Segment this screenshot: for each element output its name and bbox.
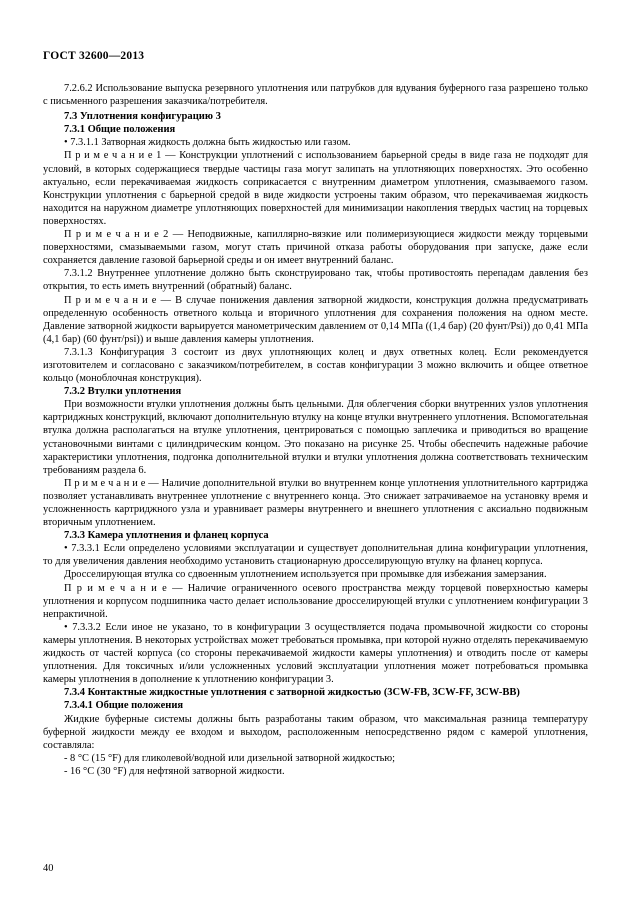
paragraph: - 16 °С (30 °F) для нефтяной затворной жидкости. <box>64 765 285 777</box>
paragraph: При возможности втулки уплотнения должны быть цельными. Для облегчения сборки внутренних узлов уплотнения картриджных конструкций, включают дополнительную втулку на конце втулки внутреннего уплотнения. Вспомогательная втулка должна располагаться на втулке уплотнения, центрироваться с помощью заплечика и приводиться во вращение установочными винтами с цилиндрическим концом. Это показано на рисунке 25. Чтобы обеспечить надежные рабочие характеристики уплотнения, подгонка дополнительной втулки и втулки уплотнения должна соответствовать техническим требованиям раздела 6. <box>43 399 588 476</box>
page-header: ГОСТ 32600—2013 <box>43 50 145 62</box>
paragraph: • 7.3.3.2 Если иное не указано, то в конфигурации 3 осуществляется подача промывочной жидкости со стороны камеры уплотнения. В некоторых устройствах может требоваться промывка, при которой нужно отделять перекачиваемую жидкость от частей корпуса (со стороны перекачиваемой жидкости камеры уплотнения) и отводить после от камеры уплотнения. Для токсичных и/или усложненных условий эксплуатации уплотнения может потребоваться промывка камеры уплотнения в дополнение к уплотнению конфигурации 3. <box>43 621 588 686</box>
paragraph: П р и м е ч а н и е 1 — Конструкции уплотнений с использованием барьерной среды в виде газа не подходят для условий, в которых содержащиеся твердые частицы газа могут залипать на уплотняющих поверхностях. Это особенно актуально, если перекачиваемая жидкость соприкасается с внутренним диаметром уплотнения, смазываемого газом. Конструкции уплотнения с барьерной средой в виде жидкости устроены таким образом, что перекачиваемая жидкость находится на наружном диаметре уплотняющих поверхностей для минимизации накопления твердых частиц на торцевых поверхностях. <box>43 150 588 227</box>
paragraph: П р и м е ч а н и е 2 — Неподвижные, капиллярно-вязкие или полимеризующиеся жидкости между торцевыми поверхностями, смазываемыми газом, могут стать причиной отказа работы оборудования при запуске, даже если сохраняется давление газовой барьерной среды и он имеет внутренний баланс. <box>43 229 588 267</box>
section-heading: 7.3.1 Общие положения <box>64 124 176 136</box>
paragraph: • 7.3.3.1 Если определено условиями эксплуатации и существует дополнительная длина конфигурации уплотнения, то для увеличения давления необходимо установить стационарную дросселирующую втулку на фланец корпуса. <box>43 543 588 568</box>
paragraph: П р и м е ч а н и е — Наличие дополнительной втулки во внутреннем конце уплотнения уплотнительного картриджа позволяет устанавливать внутреннее уплотнение с внутреннего конца. Это снижает затрачиваемое на установку время и усложненность картриджного узла и уравнивает размеры внутреннего и внешнего уплотнения с аксиально подвижным вторичным уплотнением. <box>43 477 588 529</box>
paragraph: • 7.3.1.1 Затворная жидкость должна быть жидкостью или газом. <box>64 137 351 149</box>
paragraph: П р и м е ч а н и е — В случае понижения давления затворной жидкости, конструкция должна предусматривать определенную особенность ответного кольца и вторичного уплотнения для сохранения положения на одном месте. Давление затворной жидкости варьируется манометрическим давлением от 0,14 МПа ((1,4 бар) (20 фунт/Psi)) до 0,41 МПа (4,1 бар) (60 фунт/psi)) и выше давления камеры уплотнения. <box>43 294 588 345</box>
section-heading: 7.3.2 Втулки уплотнения <box>64 386 182 398</box>
section-heading: 7.3 Уплотнения конфигурацию 3 <box>64 111 221 123</box>
section-heading: 7.3.4.1 Общие положения <box>64 700 184 712</box>
paragraph: П р и м е ч а н и е — Наличие ограниченного осевого пространства между торцевой поверхностью камеры уплотнения и корпусом подшипника часто делает использование дросселирующей втулки с уплотнением конфигурации 3 непрактичной. <box>43 582 588 620</box>
page-number: 40 <box>43 863 54 874</box>
paragraph: 7.3.1.2 Внутреннее уплотнение должно быть сконструировано так, чтобы противостоять перепадам давления без открытия, то есть иметь внутренний (обратный) баланс. <box>43 268 588 293</box>
section-heading: 7.3.4 Контактные жидкостные уплотнения с затворной жидкостью (3CW-FB, 3CW-FF, 3CW-BB) <box>64 687 520 699</box>
paragraph: Жидкие буферные системы должны быть разработаны таким образом, что максимальная разница температуру буферной жидкости между ее входом и выходом, расположенным непосредственно рядом с камерой уплотнения, составляла: <box>43 713 588 751</box>
paragraph: 7.2.6.2 Использование выпуска резервного уплотнения или патрубков для вдувания буферного газа разрешено только с письменного разрешения заказчика/потребителя. <box>43 83 588 108</box>
paragraph: Дросселирующая втулка со сдвоенным уплотнением используется при промывке для избежания замерзания. <box>64 569 547 581</box>
paragraph: 7.3.1.3 Конфигурация 3 состоит из двух уплотняющих колец и двух ответных колец. Если рекомендуется изготовителем и согласовано с заказчиком/потребителем, в состав конфигурации 3 можно включить и общее ответное кольцо (моноблочная конструкция). <box>43 346 588 385</box>
section-heading: 7.3.3 Камера уплотнения и фланец корпуса <box>64 530 269 542</box>
document-body <box>43 82 588 778</box>
paragraph: - 8 °С (15 °F) для гликолевой/водной или дизельной затворной жидкостью; <box>64 752 396 764</box>
